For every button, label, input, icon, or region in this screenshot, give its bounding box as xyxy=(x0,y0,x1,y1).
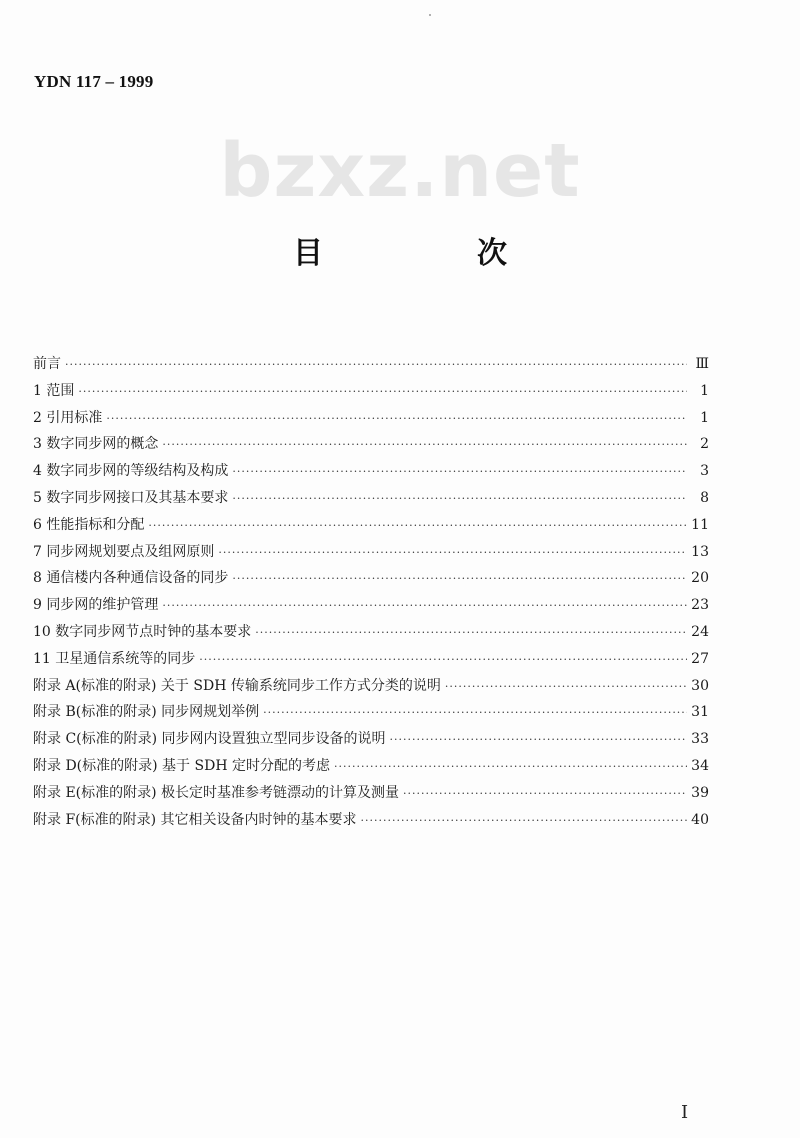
toc-entry-page: 11 xyxy=(691,516,709,533)
toc-entry-label: 3 数字同步网的概念 xyxy=(33,436,159,453)
toc-entry-page: 20 xyxy=(691,570,709,587)
toc-entry[interactable] xyxy=(33,461,709,488)
toc-dot-leader xyxy=(445,677,687,697)
toc-entry[interactable] xyxy=(33,515,709,542)
toc-entry[interactable] xyxy=(33,729,709,756)
standard-code: YDN 117 – 1999 xyxy=(34,72,154,91)
toc-entry-label: 4 数字同步网的等级结构及构成 xyxy=(33,463,229,480)
toc-entry[interactable] xyxy=(33,702,709,729)
toc-entry-label: 7 同步网规划要点及组网原则 xyxy=(33,543,215,560)
toc-entry-page: 13 xyxy=(691,543,709,560)
toc-dot-leader xyxy=(148,516,687,536)
toc-dot-leader xyxy=(232,569,687,589)
toc-entry-page: 1 xyxy=(700,409,709,426)
toc-dot-leader xyxy=(78,382,687,402)
toc-dot-leader xyxy=(106,409,687,429)
table-of-contents xyxy=(33,354,709,836)
toc-entry[interactable] xyxy=(33,354,709,381)
toc-entry-label: 附录 F(标准的附录) 其它相关设备内时钟的基本要求 xyxy=(33,811,357,828)
toc-entry[interactable] xyxy=(33,488,709,515)
toc-entry-page: 1 xyxy=(700,382,709,399)
toc-entry[interactable] xyxy=(33,756,709,783)
toc-dot-leader xyxy=(232,489,687,509)
toc-entry-page: 39 xyxy=(691,784,709,801)
toc-entry[interactable] xyxy=(33,434,709,461)
toc-entry-page: 31 xyxy=(691,704,709,721)
toc-entry[interactable] xyxy=(33,649,709,676)
toc-entry-label: 5 数字同步网接口及其基本要求 xyxy=(33,489,229,506)
toc-title: 目 次 xyxy=(293,236,569,271)
toc-entry[interactable] xyxy=(33,568,709,595)
toc-entry[interactable] xyxy=(33,676,709,703)
toc-entry-label: 2 引用标准 xyxy=(33,409,103,426)
toc-entry-page: 27 xyxy=(691,650,709,667)
scan-speck xyxy=(429,14,431,16)
toc-entry-page: 33 xyxy=(691,731,709,748)
toc-entry[interactable] xyxy=(33,542,709,569)
toc-entry-label: 附录 D(标准的附录) 基于 SDH 定时分配的考虑 xyxy=(33,757,330,774)
toc-entry-label: 附录 B(标准的附录) 同步网规划举例 xyxy=(33,704,260,721)
toc-entry-page: 2 xyxy=(700,436,709,453)
toc-entry-label: 1 范围 xyxy=(33,382,75,399)
toc-entry[interactable] xyxy=(33,595,709,622)
toc-entry-page: 34 xyxy=(691,757,709,774)
watermark: bzxz.net xyxy=(219,128,581,214)
toc-entry-label: 10 数字同步网节点时钟的基本要求 xyxy=(33,623,252,640)
toc-dot-leader xyxy=(218,543,687,563)
toc-entry-page: 40 xyxy=(691,811,709,828)
toc-dot-leader xyxy=(361,811,687,831)
toc-entry-page: 30 xyxy=(691,677,709,694)
toc-dot-leader xyxy=(162,435,687,455)
toc-dot-leader xyxy=(65,355,687,375)
toc-entry-label: 附录 A(标准的附录) 关于 SDH 传输系统同步工作方式分类的说明 xyxy=(33,677,441,694)
toc-dot-leader xyxy=(334,757,687,777)
toc-dot-leader xyxy=(390,730,687,750)
toc-entry-label: 11 卫星通信系统等的同步 xyxy=(33,650,196,667)
toc-entry-label: 附录 E(标准的附录) 极长定时基准参考链漂动的计算及测量 xyxy=(33,784,400,801)
toc-entry-page: 24 xyxy=(691,623,709,640)
toc-entry[interactable] xyxy=(33,810,709,837)
toc-dot-leader xyxy=(232,462,687,482)
toc-entry-page: 23 xyxy=(691,597,709,614)
toc-entry[interactable] xyxy=(33,622,709,649)
toc-entry-page: 3 xyxy=(700,463,709,480)
toc-entry-label: 附录 C(标准的附录) 同步网内设置独立型同步设备的说明 xyxy=(33,731,386,748)
toc-entry[interactable] xyxy=(33,408,709,435)
toc-entry-page: Ⅲ xyxy=(695,356,709,372)
toc-entry-label: 前言 xyxy=(33,356,61,372)
toc-entry-page: 8 xyxy=(700,489,709,506)
toc-dot-leader xyxy=(199,650,687,670)
toc-dot-leader xyxy=(403,784,687,804)
page-number: I xyxy=(681,1102,689,1123)
toc-entry-label: 8 通信楼内各种通信设备的同步 xyxy=(33,570,229,587)
toc-entry[interactable] xyxy=(33,381,709,408)
toc-entry-label: 9 同步网的维护管理 xyxy=(33,597,159,614)
toc-dot-leader xyxy=(255,623,687,643)
toc-entry-label: 6 性能指标和分配 xyxy=(33,516,145,533)
toc-entry[interactable] xyxy=(33,783,709,810)
toc-dot-leader xyxy=(263,703,687,723)
toc-dot-leader xyxy=(162,596,687,616)
